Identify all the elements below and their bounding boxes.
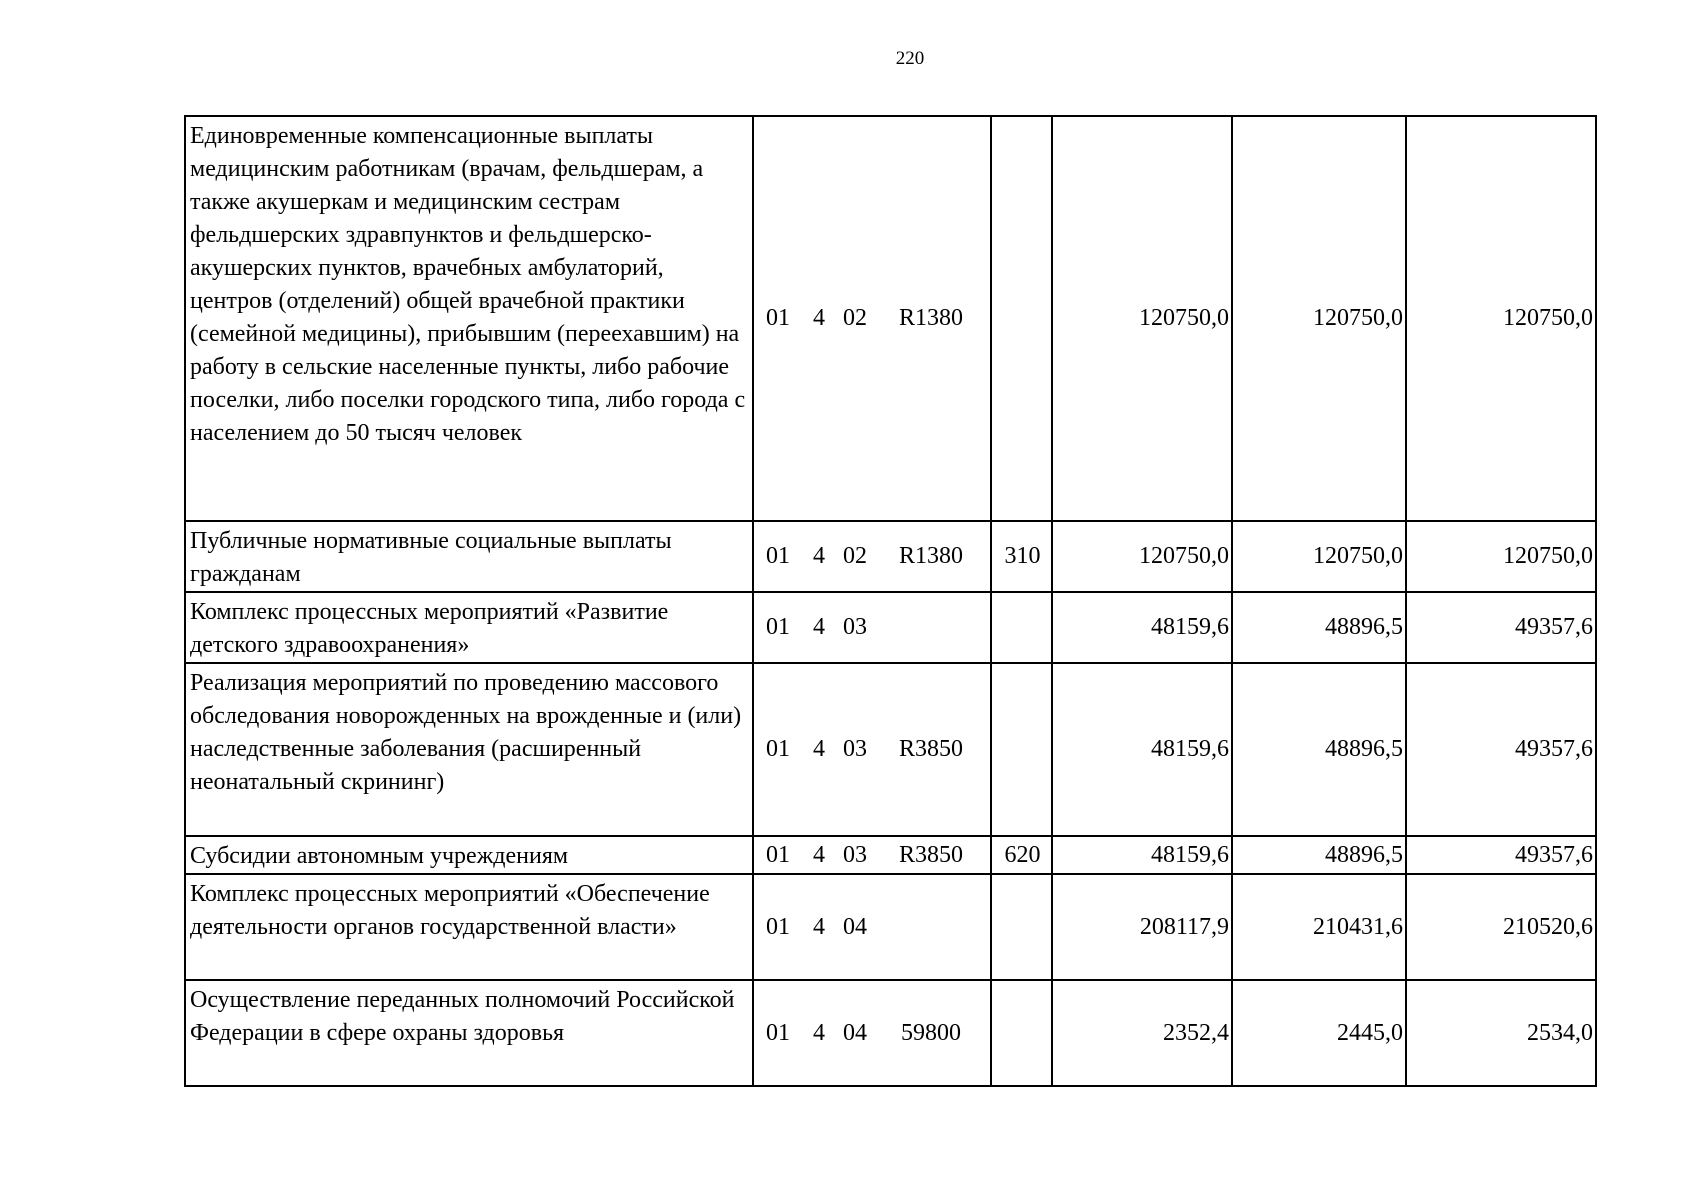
code-program: 01 xyxy=(766,305,790,331)
code-complex: 02 xyxy=(843,305,867,331)
amount-year-1: 208117,9 xyxy=(1052,874,1232,980)
expense-type-code xyxy=(991,874,1052,980)
page-number: 220 xyxy=(895,48,925,69)
code-type: 4 xyxy=(813,841,825,868)
code-program: 01 xyxy=(766,614,790,640)
amount-year-2: 120750,0 xyxy=(1232,116,1406,521)
expense-type-code xyxy=(991,116,1052,521)
row-codes xyxy=(753,874,991,980)
code-complex: 03 xyxy=(843,841,867,868)
expense-type-code xyxy=(991,592,1052,663)
table-row xyxy=(185,980,1596,1086)
amount-year-2: 48896,5 xyxy=(1232,836,1406,874)
amount-year-1: 120750,0 xyxy=(1052,521,1232,592)
code-program: 01 xyxy=(766,736,790,762)
code-complex: 03 xyxy=(843,614,867,640)
amount-year-2: 2445,0 xyxy=(1232,980,1406,1086)
amount-year-1: 48159,6 xyxy=(1052,592,1232,663)
amount-year-1: 48159,6 xyxy=(1052,836,1232,874)
code-direction: R3850 xyxy=(898,841,963,868)
code-type: 4 xyxy=(813,543,825,569)
amount-year-1: 120750,0 xyxy=(1052,116,1232,521)
table-row xyxy=(185,521,1596,592)
row-name: Реализация мероприятий по проведению массового обследования новорожденных на врожденные и (или) наследственные заболевания (расширенный неонатальный скрининг) xyxy=(185,663,753,836)
code-direction: 59800 xyxy=(901,1019,961,1046)
row-codes xyxy=(753,521,991,592)
expense-type-code xyxy=(991,980,1052,1086)
amount-year-2: 48896,5 xyxy=(1232,592,1406,663)
amount-year-3: 2534,0 xyxy=(1406,980,1596,1086)
code-program: 01 xyxy=(766,543,790,569)
table-row xyxy=(185,116,1596,521)
amount-year-3: 120750,0 xyxy=(1406,116,1596,521)
code-program: 01 xyxy=(766,841,790,868)
row-name: Субсидии автономным учреждениям xyxy=(185,836,753,874)
code-program: 01 xyxy=(766,1019,790,1046)
code-type: 4 xyxy=(813,305,825,331)
code-type: 4 xyxy=(813,913,825,940)
amount-year-1: 2352,4 xyxy=(1052,980,1232,1086)
table-row xyxy=(185,836,1596,874)
code-complex: 04 xyxy=(843,913,867,940)
code-program: 01 xyxy=(766,913,790,940)
amount-year-3: 210520,6 xyxy=(1406,874,1596,980)
code-complex: 03 xyxy=(843,736,867,762)
amount-year-3: 49357,6 xyxy=(1406,663,1596,836)
code-direction: R3850 xyxy=(898,736,963,762)
amount-year-3: 49357,6 xyxy=(1406,836,1596,874)
amount-year-2: 48896,5 xyxy=(1232,663,1406,836)
code-complex: 02 xyxy=(843,543,867,569)
code-complex: 04 xyxy=(843,1019,867,1046)
row-codes xyxy=(753,980,991,1086)
expense-type-code xyxy=(991,663,1052,836)
amount-year-2: 210431,6 xyxy=(1232,874,1406,980)
expense-type-code: 620 xyxy=(991,836,1052,874)
row-codes xyxy=(753,116,991,521)
amount-year-3: 120750,0 xyxy=(1406,521,1596,592)
amount-year-1: 48159,6 xyxy=(1052,663,1232,836)
row-codes xyxy=(753,836,991,874)
row-name: Комплекс процессных мероприятий «Развитие детского здравоохранения» xyxy=(185,592,753,663)
budget-table xyxy=(184,115,1597,1087)
code-type: 4 xyxy=(813,736,825,762)
table-row xyxy=(185,663,1596,836)
code-type: 4 xyxy=(813,1019,825,1046)
row-name: Публичные нормативные социальные выплаты гражданам xyxy=(185,521,753,592)
code-type: 4 xyxy=(813,614,825,640)
expense-type-code: 310 xyxy=(991,521,1052,592)
row-codes xyxy=(753,663,991,836)
amount-year-3: 49357,6 xyxy=(1406,592,1596,663)
row-name: Осуществление переданных полномочий Российской Федерации в сфере охраны здоровья xyxy=(185,980,753,1086)
row-name: Комплекс процессных мероприятий «Обеспечение деятельности органов государственной власти» xyxy=(185,874,753,980)
row-name: Единовременные компенсационные выплаты медицинским работникам (врачам, фельдшерам, а также акушеркам и медицинским сестрам фельдшерских здравпунктов и фельдшерско-акушерских пунктов, врачебных амбулаторий, центров (отделений) общей врачебной практики (семейной медицины), прибывшим (переехавшим) на работу в сельские населенные пункты, либо рабочие поселки, либо поселки городского типа, либо города с населением до 50 тысяч человек xyxy=(185,116,753,521)
table-row xyxy=(185,592,1596,663)
code-direction: R1380 xyxy=(898,543,963,569)
table-row xyxy=(185,874,1596,980)
row-codes xyxy=(753,592,991,663)
amount-year-2: 120750,0 xyxy=(1232,521,1406,592)
code-direction: R1380 xyxy=(898,305,963,331)
